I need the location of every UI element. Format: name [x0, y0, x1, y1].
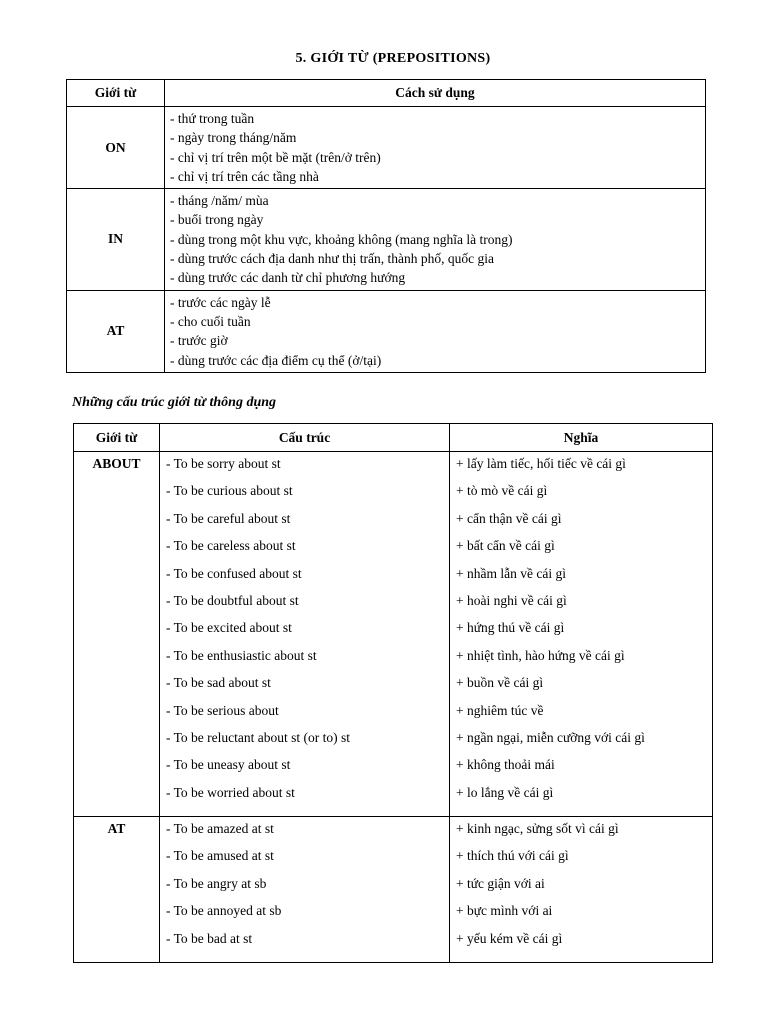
table-row: [74, 817, 713, 963]
header-usage: Cách sử dụng: [165, 80, 706, 107]
usage-line: - dùng trước cách địa danh như thị trấn, thành phố, quốc gia: [170, 251, 494, 267]
page-title: 5. GIỚI TỪ (PREPOSITIONS): [295, 51, 491, 66]
usage-line: - dùng trước các danh từ chỉ phương hướng: [170, 270, 406, 286]
meaning-line: + nhiệt tình, hào hứng về cái gì: [456, 647, 625, 663]
usage-line: - thứ trong tuần: [170, 111, 255, 126]
usage-line: - ngày trong tháng/năm: [170, 130, 297, 146]
meaning-line: + kinh ngạc, sửng sốt vì cái gì: [456, 821, 619, 837]
preposition-cell: ON: [67, 107, 165, 189]
meaning-line: + bất cẩn về cái gì: [456, 538, 555, 554]
usage-line: - chỉ vị trí trên các tầng nhà: [170, 168, 319, 184]
structure-line: - To be amazed at st: [166, 821, 274, 837]
table-header-row: [74, 424, 713, 452]
meaning-line: + thích thú với cái gì: [456, 848, 569, 864]
meaning-cell: [450, 817, 713, 963]
usage-cell: [165, 290, 706, 372]
usage-line: - dùng trước các địa điểm cụ thể (ở/tại): [170, 352, 382, 368]
meaning-line: + bực mình với ai: [456, 903, 553, 919]
structure-line: - To be bad at st: [166, 930, 253, 946]
usage-line: - chỉ vị trí trên một bề mặt (trên/ở trên): [170, 149, 381, 165]
table-row: [67, 189, 706, 290]
header-meaning: Nghĩa: [450, 424, 713, 452]
table-row: [74, 452, 713, 817]
meaning-line: + buồn về cái gì: [456, 675, 544, 691]
preposition-cell: AT: [74, 817, 160, 963]
structure-line: - To be excited about st: [166, 620, 292, 636]
structure-line: - To be uneasy about st: [166, 757, 291, 773]
usage-line: - cho cuối tuần: [170, 313, 251, 329]
usage-line: - tháng /năm/ mùa: [170, 193, 269, 209]
structure-line: - To be sorry about st: [166, 456, 281, 471]
usage-cell: [165, 189, 706, 290]
table-row: [67, 107, 706, 189]
meaning-line: + lấy làm tiếc, hối tiếc về cái gì: [456, 456, 626, 471]
meaning-line: + cẩn thận về cái gì: [456, 510, 562, 526]
prepositions-usage-table: [66, 79, 706, 373]
meaning-line: + tò mò về cái gì: [456, 483, 548, 499]
meaning-line: + hoài nghi về cái gì: [456, 592, 567, 608]
structure-line: - To be serious about: [166, 702, 279, 718]
structure-line: - To be reluctant about st (or to) st: [166, 729, 351, 745]
meaning-line: + nghiêm túc về: [456, 702, 544, 718]
structure-line: - To be sad about st: [166, 675, 271, 691]
structure-line: - To be doubtful about st: [166, 592, 299, 608]
meaning-line: + lo lắng về cái gì: [456, 784, 554, 800]
structure-line: - To be worried about st: [166, 784, 295, 800]
structure-line: - To be enthusiastic about st: [166, 647, 317, 663]
table-row: [67, 290, 706, 372]
meaning-line: + nhầm lẫn về cái gì: [456, 565, 566, 581]
header-preposition: Giới từ: [67, 80, 165, 107]
preposition-cell: IN: [67, 189, 165, 290]
usage-line: - trước các ngày lễ: [170, 294, 271, 310]
structure-line: - To be careful about st: [166, 510, 291, 526]
meaning-line: + không thoải mái: [456, 757, 555, 773]
structure-cell: [160, 817, 450, 963]
structure-cell: [160, 452, 450, 817]
structure-line: - To be angry at sb: [166, 875, 267, 891]
header-structure: Cấu trúc: [160, 424, 450, 452]
meaning-line: + tức giận với ai: [456, 875, 545, 891]
usage-cell: [165, 107, 706, 189]
section-subtitle: Những cấu trúc giới từ thông dụng: [72, 395, 277, 410]
header-preposition: Giới từ: [74, 424, 160, 452]
preposition-cell: ABOUT: [74, 452, 160, 817]
structure-line: - To be careless about st: [166, 538, 296, 554]
structure-line: - To be confused about st: [166, 565, 302, 581]
meaning-line: + yếu kém về cái gì: [456, 930, 563, 946]
preposition-cell: AT: [67, 290, 165, 372]
usage-line: - buổi trong ngày: [170, 212, 264, 228]
structure-line: - To be annoyed at sb: [166, 903, 282, 919]
structure-line: - To be curious about st: [166, 483, 293, 499]
preposition-structures-table: [73, 423, 713, 963]
meaning-line: + ngần ngại, miễn cưỡng với cái gì: [456, 729, 645, 745]
meaning-cell: [450, 452, 713, 817]
structure-line: - To be amused at st: [166, 848, 274, 864]
usage-line: - dùng trong một khu vực, khoảng không (mang nghĩa là trong): [170, 231, 513, 247]
usage-line: - trước giờ: [170, 333, 228, 349]
meaning-line: + hứng thú về cái gì: [456, 620, 565, 636]
table-header-row: [67, 80, 706, 107]
